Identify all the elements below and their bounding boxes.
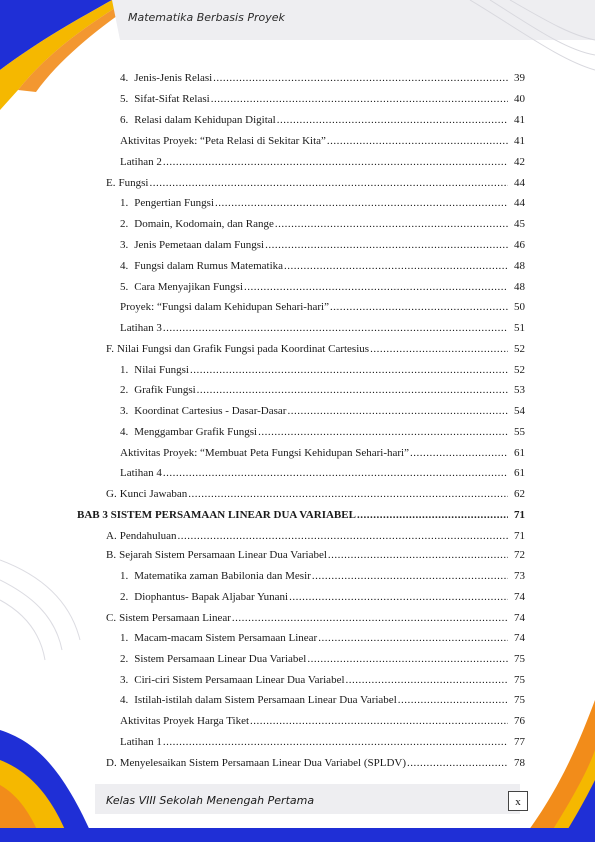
toc-leader-dots [330, 301, 508, 313]
toc-entry-number: 4. [120, 694, 129, 706]
toc-leader-dots [346, 674, 508, 686]
toc-entry[interactable] [120, 736, 525, 748]
toc-entry[interactable] [120, 364, 525, 376]
toc-entry-label: Sejarah Sistem Persamaan Linear Dua Variabel [119, 549, 327, 561]
toc-entry[interactable] [120, 114, 525, 126]
toc-leader-dots [258, 426, 508, 438]
toc-entry-page: 41 [514, 135, 525, 147]
toc-leader-dots [197, 384, 508, 396]
toc-entry[interactable] [120, 447, 525, 459]
toc-entry-number: 2. [120, 384, 129, 396]
toc-entry[interactable] [120, 135, 525, 147]
toc-entry-number: 1. [120, 632, 129, 644]
toc-entry-page: 72 [514, 549, 525, 561]
toc-leader-dots [407, 757, 508, 769]
toc-entry-label: Latihan 4 [120, 467, 162, 479]
toc-entry-page: 55 [514, 426, 525, 438]
toc-entry-number: 4. [120, 72, 129, 84]
toc-entry-label: Sifat-Sifat Relasi [134, 93, 210, 105]
toc-entry[interactable] [120, 93, 525, 105]
toc-entry-page: 44 [514, 197, 525, 209]
toc-entry-number: A. [106, 530, 117, 542]
toc-leader-dots [398, 694, 508, 706]
toc-entry-page: 50 [514, 301, 525, 313]
toc-entry-number: 2. [120, 653, 129, 665]
toc-entry-page: 61 [514, 447, 525, 459]
toc-entry-label: Grafik Fungsi [134, 384, 196, 396]
toc-entry-label: Proyek: “Fungsi dalam Kehidupan Sehari-hari” [120, 301, 329, 313]
toc-entry-page: 52 [514, 364, 525, 376]
toc-entry[interactable] [120, 715, 525, 727]
toc-entry-label: Aktivitas Proyek: “Membuat Peta Fungsi Kehidupan Sehari-hari” [120, 447, 409, 459]
toc-entry-label: Aktivitas Proyek: “Peta Relasi di Sekitar Kita” [120, 135, 326, 147]
toc-entry-label: Ciri-ciri Sistem Persamaan Linear Dua Variabel [134, 674, 345, 686]
toc-entry-number: 3. [120, 405, 129, 417]
toc-entry[interactable] [77, 509, 525, 521]
toc-leader-dots [289, 591, 508, 603]
toc-entry-page: 74 [514, 612, 525, 624]
toc-entry-label: Sistem Persamaan Linear Dua Variabel [134, 653, 307, 665]
toc-entry-label: Aktivitas Proyek Harga Tiket [120, 715, 250, 727]
toc-entry[interactable] [120, 218, 525, 230]
toc-entry-label: Latihan 2 [120, 156, 162, 168]
toc-entry-page: 44 [514, 177, 525, 189]
toc-entry-label: Koordinat Cartesius - Dasar-Dasar [134, 405, 287, 417]
footer-text: Kelas VIII Sekolah Menengah Pertama [106, 794, 315, 807]
toc-entry-page: 40 [514, 93, 525, 105]
toc-entry-number: B. [106, 549, 117, 561]
toc-entry[interactable] [120, 156, 525, 168]
toc-leader-dots [312, 570, 508, 582]
toc-entry[interactable] [120, 632, 525, 644]
toc-entry[interactable] [120, 467, 525, 479]
toc-leader-dots [327, 135, 508, 147]
toc-entry-label: Istilah-istilah dalam Sistem Persamaan Linear Dua Variabel [134, 694, 397, 706]
toc-entry[interactable] [106, 612, 525, 624]
toc-entry-page: 39 [514, 72, 525, 84]
toc-entry[interactable] [106, 549, 525, 561]
toc-leader-dots [213, 72, 508, 84]
toc-leader-dots [163, 736, 508, 748]
toc-entry-page: 48 [514, 260, 525, 272]
toc-entry-page: 74 [514, 632, 525, 644]
toc-leader-dots [163, 467, 508, 479]
toc-entry[interactable] [106, 177, 525, 189]
toc-entry[interactable] [106, 488, 525, 500]
toc-entry-page: 73 [514, 570, 525, 582]
toc-leader-dots [215, 197, 508, 209]
toc-entry-page: 77 [514, 736, 525, 748]
header-title: Matematika Berbasis Proyek [128, 11, 285, 24]
toc-entry-page: 75 [514, 674, 525, 686]
toc-entry-page: 48 [514, 281, 525, 293]
toc-entry-page: 45 [514, 218, 525, 230]
toc-leader-dots [163, 156, 508, 168]
toc-leader-dots [163, 322, 508, 334]
toc-entry-page: 53 [514, 384, 525, 396]
toc-entry-page: 62 [514, 488, 525, 500]
toc-leader-dots [275, 218, 508, 230]
toc-entry-label: Relasi dalam Kehidupan Digital [134, 114, 276, 126]
toc-entry-label: Pengertian Fungsi [134, 197, 214, 209]
toc-entry-number: 5. [120, 93, 129, 105]
toc-entry[interactable] [120, 384, 525, 396]
toc-leader-dots [250, 715, 508, 727]
toc-leader-dots [211, 93, 508, 105]
toc-entry-number: 2. [120, 218, 129, 230]
toc-entry[interactable] [120, 322, 525, 334]
toc-entry-label: Nilai Fungsi [134, 364, 189, 376]
toc-entry[interactable] [120, 197, 525, 209]
toc-entry-page: 46 [514, 239, 525, 251]
toc-entry-number: 1. [120, 570, 129, 582]
toc-entry-number: 4. [120, 260, 129, 272]
toc-leader-dots [232, 612, 508, 624]
toc-entry-label: Macam-macam Sistem Persamaan Linear [134, 632, 318, 644]
toc-entry-number: F. [106, 343, 114, 355]
toc-entry-label: Matematika zaman Babilonia dan Mesir [134, 570, 311, 582]
toc-entry-number: 1. [120, 364, 129, 376]
toc-entry-page: 71 [514, 509, 525, 521]
toc-entry-number: 1. [120, 197, 129, 209]
toc-entry-page: 71 [514, 530, 525, 542]
toc-entry[interactable] [120, 260, 525, 272]
toc-entry-page: 75 [514, 653, 525, 665]
toc-entry-page: 41 [514, 114, 525, 126]
toc-entry[interactable] [120, 591, 525, 603]
toc-leader-dots [244, 281, 508, 293]
toc-entry-number: 6. [120, 114, 129, 126]
toc-entry-label: Fungsi [118, 177, 149, 189]
toc-entry-page: 76 [514, 715, 525, 727]
toc-entry-label: Kunci Jawaban [119, 488, 188, 500]
toc-entry[interactable] [120, 281, 525, 293]
footer-blue-strip [0, 828, 595, 842]
toc-entry[interactable] [120, 301, 525, 313]
toc-entry-page: 42 [514, 156, 525, 168]
toc-entry-number: 3. [120, 674, 129, 686]
toc-entry-page: 54 [514, 405, 525, 417]
toc-entry-number: 4. [120, 426, 129, 438]
toc-entry-label: Latihan 3 [120, 322, 162, 334]
toc-leader-dots [357, 509, 508, 521]
toc-leader-dots [188, 488, 508, 500]
toc-entry-label: Domain, Kodomain, dan Range [134, 218, 274, 230]
toc-leader-dots [370, 343, 508, 355]
toc-entry-label: Sistem Persamaan Linear [119, 612, 231, 624]
toc-entry-page: 78 [514, 757, 525, 769]
toc-entry[interactable] [120, 239, 525, 251]
toc-entry-page: 75 [514, 694, 525, 706]
toc-entry-label: Latihan 1 [120, 736, 162, 748]
toc-entry-label: Menggambar Grafik Fungsi [134, 426, 258, 438]
toc-entry-page: 74 [514, 591, 525, 603]
toc-leader-dots [410, 447, 508, 459]
toc-entry[interactable] [106, 757, 525, 769]
toc-entry-page: 51 [514, 322, 525, 334]
toc-entry[interactable] [106, 530, 525, 542]
toc-entry-label: Jenis Pemetaan dalam Fungsi [134, 239, 265, 251]
toc-entry-number: 2. [120, 591, 129, 603]
toc-entry[interactable] [120, 426, 525, 438]
toc-leader-dots [318, 632, 508, 644]
toc-entry[interactable] [120, 72, 525, 84]
toc-entry[interactable] [120, 405, 525, 417]
toc-leader-dots [190, 364, 508, 376]
toc-entry[interactable] [120, 694, 525, 706]
toc-leader-dots [328, 549, 508, 561]
toc-entry-label: Cara Menyajikan Fungsi [134, 281, 244, 293]
toc-entry-page: 61 [514, 467, 525, 479]
toc-leader-dots [284, 260, 508, 272]
toc-entry-label: Diophantus- Bapak Aljabar Yunani [134, 591, 289, 603]
toc-entry-label: Menyelesaikan Sistem Persamaan Linear Dua Variabel (SPLDV) [119, 757, 407, 769]
toc-leader-dots [277, 114, 508, 126]
toc-leader-dots [178, 530, 508, 542]
toc-entry[interactable] [120, 570, 525, 582]
toc-entry-label: Fungsi dalam Rumus Matematika [134, 260, 284, 272]
page-number: x [508, 791, 528, 811]
toc-leader-dots [287, 405, 508, 417]
toc-entry-label: BAB 3 SISTEM PERSAMAAN LINEAR DUA VARIABEL [77, 509, 356, 521]
toc-leader-dots [149, 177, 508, 189]
toc-entry-page: 52 [514, 343, 525, 355]
toc-entry-number: D. [106, 757, 117, 769]
toc-leader-dots [307, 653, 508, 665]
toc-entry-number: 3. [120, 239, 129, 251]
toc-entry-label: Jenis-Jenis Relasi [134, 72, 213, 84]
toc-entry-number: 5. [120, 281, 129, 293]
toc-entry-label: Nilai Fungsi dan Grafik Fungsi pada Koordinat Cartesius [117, 343, 370, 355]
toc-entry-number: C. [106, 612, 117, 624]
toc-entry-label: Pendahuluan [119, 530, 177, 542]
toc-entry-number: G. [106, 488, 117, 500]
toc-entry[interactable] [106, 343, 525, 355]
toc-entry[interactable] [120, 674, 525, 686]
toc-entry[interactable] [120, 653, 525, 665]
toc-leader-dots [265, 239, 508, 251]
toc-entry-number: E. [106, 177, 116, 189]
